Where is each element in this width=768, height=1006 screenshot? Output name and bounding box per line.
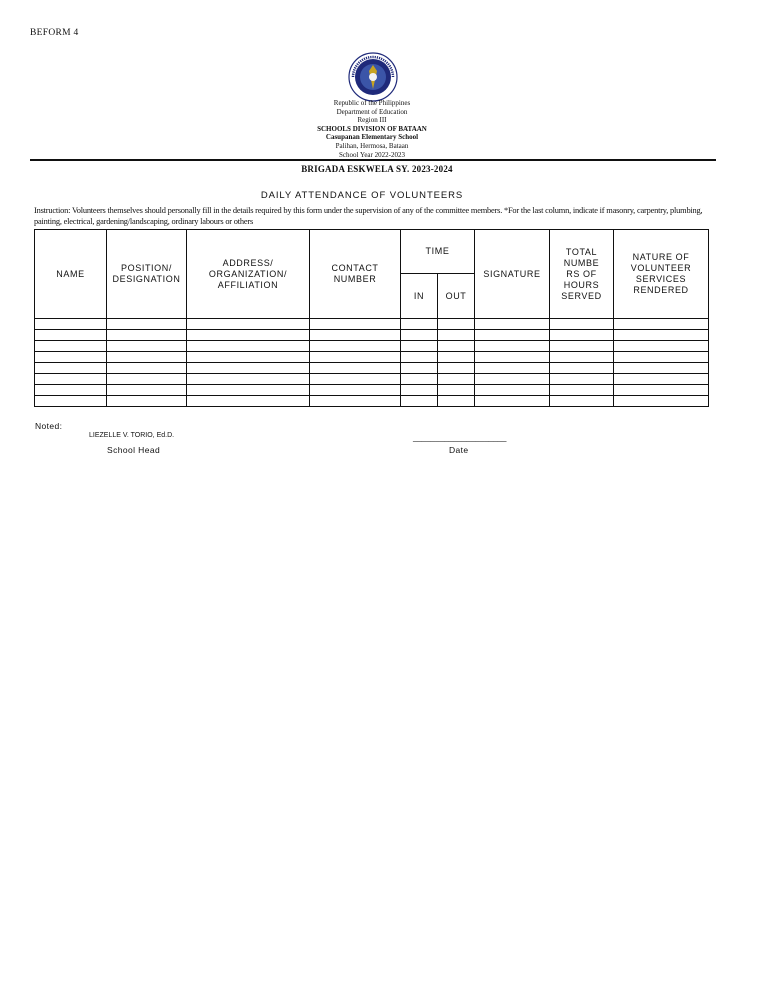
table-cell[interactable]: [401, 330, 438, 341]
header-divider: [30, 159, 716, 161]
table-cell[interactable]: [107, 374, 187, 385]
table-cell[interactable]: [475, 396, 550, 407]
signatory-role: School Head: [107, 445, 161, 455]
table-cell[interactable]: [107, 341, 187, 352]
table-cell[interactable]: [438, 352, 475, 363]
header-region: Region III: [357, 116, 387, 125]
table-cell[interactable]: [475, 341, 550, 352]
table-cell[interactable]: [310, 330, 401, 341]
noted-label: Noted:: [35, 421, 63, 431]
table-cell[interactable]: [550, 374, 614, 385]
table-cell[interactable]: [35, 330, 107, 341]
table-cell[interactable]: [438, 385, 475, 396]
table-cell[interactable]: [107, 330, 187, 341]
table-cell[interactable]: [550, 396, 614, 407]
table-cell[interactable]: [614, 352, 709, 363]
table-cell[interactable]: [35, 396, 107, 407]
col-header-address: ADDRESS/ ORGANIZATION/ AFFILIATION: [187, 230, 310, 319]
table-cell[interactable]: [187, 374, 310, 385]
table-cell[interactable]: [438, 330, 475, 341]
table-cell[interactable]: [475, 385, 550, 396]
header-republic: Republic of the Philippines: [333, 99, 411, 107]
attendance-table: [34, 229, 709, 407]
table-cell[interactable]: [614, 341, 709, 352]
table-cell[interactable]: [614, 363, 709, 374]
school-header: [250, 99, 494, 159]
table-cell[interactable]: [401, 396, 438, 407]
signatory-name: LIEZELLE V. TORIO, Ed.D.: [89, 432, 175, 439]
table-cell[interactable]: [401, 363, 438, 374]
table-row: [35, 363, 709, 374]
table-cell[interactable]: [475, 330, 550, 341]
table-cell[interactable]: [438, 319, 475, 330]
table-cell[interactable]: [475, 374, 550, 385]
table-cell[interactable]: [187, 319, 310, 330]
table-cell[interactable]: [310, 385, 401, 396]
table-row: [35, 385, 709, 396]
table-cell[interactable]: [107, 363, 187, 374]
date-label: Date: [449, 445, 469, 455]
col-header-contact: CONTACT NUMBER: [310, 230, 401, 319]
table-cell[interactable]: [614, 385, 709, 396]
header-address: Palihan, Hermosa, Bataan: [335, 141, 409, 150]
table-cell[interactable]: [187, 330, 310, 341]
table-cell[interactable]: [187, 341, 310, 352]
table-cell[interactable]: [35, 374, 107, 385]
brigada-title: BRIGADA ESKWELA SY. 2023-2024: [301, 164, 453, 174]
table-cell[interactable]: [401, 374, 438, 385]
table-cell[interactable]: [475, 352, 550, 363]
col-header-time-in: IN: [401, 274, 438, 319]
table-cell[interactable]: [401, 341, 438, 352]
table-cell[interactable]: [614, 330, 709, 341]
table-cell[interactable]: [438, 363, 475, 374]
table-cell[interactable]: [550, 363, 614, 374]
table-row: [35, 319, 709, 330]
table-cell[interactable]: [310, 396, 401, 407]
table-cell[interactable]: [310, 352, 401, 363]
table-cell[interactable]: [187, 385, 310, 396]
table-cell[interactable]: [107, 352, 187, 363]
header-school-year: School Year 2022-2023: [339, 150, 405, 159]
table-cell[interactable]: [35, 385, 107, 396]
attendance-rows: [35, 319, 709, 407]
deped-seal-logo: [343, 51, 403, 103]
table-cell[interactable]: [438, 341, 475, 352]
header-division: SCHOOLS DIVISION OF BATAAN: [317, 124, 427, 133]
table-cell[interactable]: [550, 341, 614, 352]
table-cell[interactable]: [438, 374, 475, 385]
table-cell[interactable]: [107, 396, 187, 407]
table-cell[interactable]: [35, 319, 107, 330]
table-cell[interactable]: [401, 319, 438, 330]
table-cell[interactable]: [187, 396, 310, 407]
date-signature-line: _____________________: [413, 433, 507, 442]
table-row: [35, 374, 709, 385]
table-cell[interactable]: [187, 352, 310, 363]
table-cell[interactable]: [310, 341, 401, 352]
col-header-time: TIME: [401, 230, 475, 274]
form-title: DAILY ATTENDANCE OF VOLUNTEERS: [260, 190, 464, 201]
col-header-time-out: OUT: [438, 274, 475, 319]
table-cell[interactable]: [438, 396, 475, 407]
table-cell[interactable]: [614, 319, 709, 330]
table-row: [35, 396, 709, 407]
table-cell[interactable]: [550, 319, 614, 330]
table-row: [35, 352, 709, 363]
table-cell[interactable]: [550, 352, 614, 363]
table-cell[interactable]: [310, 363, 401, 374]
header-school: Casupanan Elementary School: [325, 133, 419, 142]
table-cell[interactable]: [310, 319, 401, 330]
table-cell[interactable]: [475, 319, 550, 330]
table-cell[interactable]: [550, 330, 614, 341]
header-department: Department of Education: [336, 107, 408, 116]
table-cell[interactable]: [401, 385, 438, 396]
form-code: BEFORM 4: [30, 28, 79, 38]
col-header-total-hours: TOTAL NUMBE RS OF HOURS SERVED: [550, 230, 614, 319]
table-cell[interactable]: [614, 396, 709, 407]
table-cell[interactable]: [614, 374, 709, 385]
table-cell[interactable]: [35, 363, 107, 374]
table-cell[interactable]: [550, 385, 614, 396]
col-header-signature: SIGNATURE: [475, 230, 550, 319]
table-cell[interactable]: [475, 363, 550, 374]
table-cell[interactable]: [107, 385, 187, 396]
table-row: [35, 330, 709, 341]
table-row: [35, 341, 709, 352]
table-cell[interactable]: [107, 319, 187, 330]
col-header-nature: NATURE OF VOLUNTEER SERVICES RENDERED: [614, 230, 709, 319]
table-cell[interactable]: [35, 352, 107, 363]
table-cell[interactable]: [401, 352, 438, 363]
instruction-text: Instruction: Volunteers themselves should personally fill in the details required by this form under the supervision of any of the committee members. *For the last column, indicate if masonry, carpentry, plumbing, painting, electrical, gardening/landscaping, ordinary labours or others: [34, 206, 703, 226]
col-header-position: POSITION/ DESIGNATION: [107, 230, 187, 319]
col-header-name: NAME: [35, 230, 107, 319]
table-cell[interactable]: [310, 374, 401, 385]
table-cell[interactable]: [187, 363, 310, 374]
table-cell[interactable]: [35, 341, 107, 352]
